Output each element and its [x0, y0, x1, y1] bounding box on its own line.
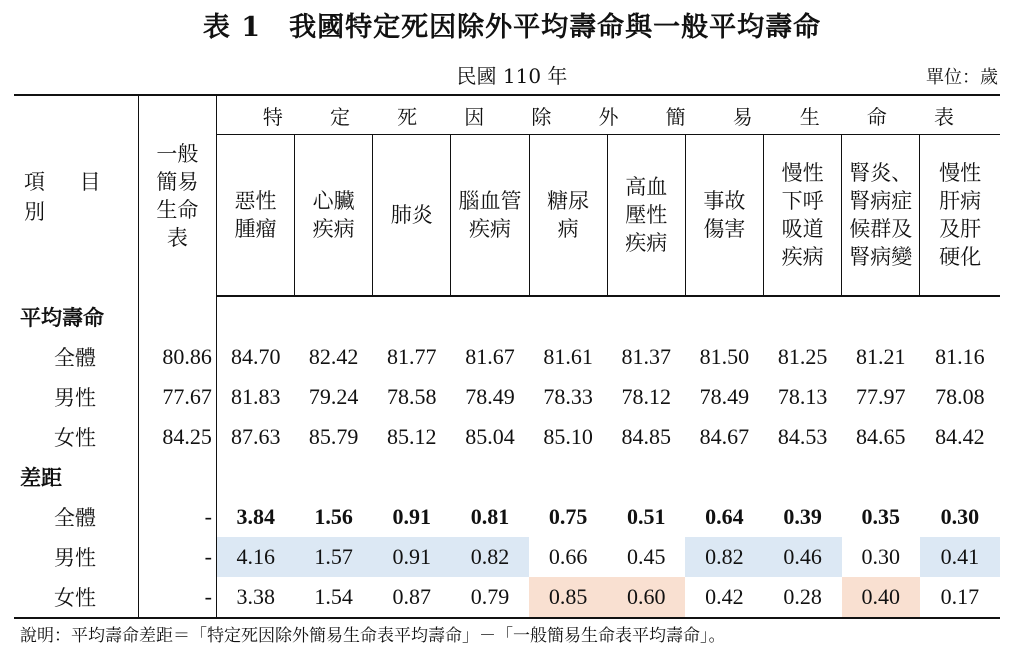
- empty-cell: [529, 296, 607, 337]
- empty-cell: [764, 296, 842, 337]
- cause-header-line: 壓性: [625, 203, 668, 227]
- row-label: 女性: [14, 417, 138, 457]
- cause-header-line: 下呼: [781, 189, 824, 213]
- group-header-char: 簡: [665, 104, 686, 129]
- empty-cell: [451, 457, 529, 497]
- value-cell: 0.46: [764, 537, 842, 577]
- empty-cell: [295, 296, 373, 337]
- cause-header-line: 事故: [703, 189, 746, 213]
- cause-column-header: [295, 135, 373, 297]
- value-cell: 0.75: [548, 504, 588, 529]
- value-cell: 0.87: [373, 577, 451, 618]
- group-header-char: 表: [934, 104, 954, 129]
- value-cell: 0.28: [764, 577, 842, 618]
- cause-header-line: 腦血管: [458, 189, 522, 213]
- value-cell: 0.30: [861, 544, 900, 569]
- general-header-line: 生命: [156, 198, 199, 222]
- value-cell: 77.97: [855, 384, 906, 409]
- value-cell: 0.40: [842, 577, 920, 618]
- cause-header-line: 疾病: [468, 217, 511, 241]
- cause-header-line: 疾病: [781, 245, 824, 269]
- group-header-char: 因: [464, 104, 485, 129]
- item-column-header: 項 目 別: [14, 95, 138, 296]
- cause-header-line: 傷害: [703, 217, 746, 241]
- cause-header-line: 腎病症: [849, 189, 913, 213]
- value-cell: 0.91: [373, 537, 451, 577]
- empty-cell: [842, 457, 920, 497]
- row-label: 全體: [14, 497, 138, 537]
- value-cell: 0.91: [392, 504, 432, 529]
- cause-header-line: 慢性: [939, 161, 982, 185]
- value-cell: 0.30: [940, 504, 980, 529]
- value-cell: 0.35: [861, 504, 900, 529]
- value-cell: 0.82: [685, 537, 763, 577]
- value-cell: 81.16: [935, 344, 985, 369]
- empty-cell: [685, 296, 763, 337]
- table-row: [14, 497, 1000, 537]
- table-row: [14, 337, 1000, 377]
- group-header-char: 死: [397, 104, 418, 129]
- value-cell: 78.33: [543, 384, 593, 409]
- empty-cell: [685, 457, 763, 497]
- cause-header-line: 硬化: [939, 245, 982, 269]
- group-header-char: 除: [531, 104, 552, 129]
- empty-cell: [451, 296, 529, 337]
- value-cell: 81.25: [777, 344, 828, 369]
- value-cell: 85.04: [465, 424, 515, 449]
- empty-cell: [138, 296, 216, 337]
- value-cell: 0.60: [607, 577, 685, 618]
- value-cell: 81.83: [230, 384, 281, 409]
- unit-label: 單位：歲: [926, 67, 998, 88]
- empty-cell: [764, 457, 842, 497]
- value-cell: 84.67: [699, 424, 750, 449]
- cause-column-header: [451, 135, 529, 297]
- cause-header-line: 腎病變: [849, 245, 913, 269]
- value-cell: 0.42: [685, 577, 763, 618]
- value-cell: 0.64: [705, 504, 744, 529]
- table-row: [14, 577, 1000, 618]
- empty-cell: [529, 457, 607, 497]
- empty-cell: [216, 296, 294, 337]
- group-header-char: 易: [732, 104, 753, 129]
- group-header-char: 命: [866, 104, 887, 129]
- value-cell: 3.38: [216, 577, 294, 618]
- value-cell: 81.61: [543, 344, 593, 369]
- value-cell: 81.77: [387, 344, 437, 369]
- group-header-char: 特: [262, 104, 283, 129]
- row-label: 女性: [14, 577, 138, 618]
- value-cell: 0.66: [548, 544, 588, 569]
- value-cell: 84.70: [230, 344, 281, 369]
- table-row: [14, 377, 1000, 417]
- empty-cell: [607, 296, 685, 337]
- table-subtitle: 民國 110 年: [456, 64, 568, 88]
- empty-cell: [842, 296, 920, 337]
- general-life-expectancy-cell: 80.86: [138, 337, 216, 377]
- footnote: 說明：平均壽命差距＝「特定死因除外簡易生命表平均壽命」－「一般簡易生命表平均壽命」。: [20, 626, 726, 646]
- general-life-expectancy-cell: 84.25: [138, 417, 216, 457]
- section-header-row: [14, 296, 1000, 337]
- empty-cell: [920, 457, 1000, 497]
- section-label: 平均壽命: [14, 296, 138, 337]
- value-cell: 84.65: [855, 424, 906, 449]
- value-cell: 0.17: [920, 577, 1000, 618]
- empty-cell: [216, 457, 294, 497]
- cause-header-line: 肺炎: [390, 203, 433, 227]
- row-label: 男性: [14, 377, 138, 417]
- value-cell: 78.49: [699, 384, 750, 409]
- value-cell: 1.56: [314, 504, 353, 529]
- cause-header-line: 疾病: [625, 231, 668, 255]
- value-cell: 0.41: [920, 537, 1000, 577]
- cause-column-header: [529, 135, 607, 297]
- cause-column-header: [373, 135, 451, 297]
- empty-cell: [373, 296, 451, 337]
- cause-header-line: 惡性: [234, 189, 277, 213]
- value-cell: 78.13: [777, 384, 828, 409]
- row-label: 男性: [14, 537, 138, 577]
- life-expectancy-table: [14, 94, 1000, 619]
- cause-header-line: 候群及: [849, 217, 913, 241]
- cause-header-line: 心臟: [312, 189, 355, 213]
- group-header-char: 生: [799, 104, 820, 129]
- value-cell: 85.79: [308, 424, 359, 449]
- empty-cell: [920, 296, 1000, 337]
- cause-header-line: 及肝: [939, 217, 982, 241]
- value-cell: 1.54: [295, 577, 373, 618]
- empty-cell: [295, 457, 373, 497]
- value-cell: 78.12: [621, 384, 672, 409]
- value-cell: 78.08: [935, 384, 985, 409]
- value-cell: 1.57: [295, 537, 373, 577]
- table-row: [14, 417, 1000, 457]
- value-cell: 0.45: [627, 544, 666, 569]
- value-cell: 84.42: [935, 424, 985, 449]
- value-cell: 0.39: [783, 504, 822, 529]
- value-cell: 0.85: [529, 577, 607, 618]
- empty-cell: [607, 457, 685, 497]
- general-header-line: 簡易: [156, 170, 199, 194]
- section-label: 差距: [14, 457, 138, 497]
- cause-column-header: [764, 135, 842, 297]
- cause-column-header: [920, 135, 1000, 297]
- table-title: 表 1 我國特定死因除外平均壽命與一般平均壽命: [202, 12, 822, 43]
- cause-excluded-group-header: [216, 95, 1000, 135]
- value-cell: 78.49: [465, 384, 515, 409]
- value-cell: 3.84: [236, 504, 275, 529]
- cause-header-line: 慢性: [781, 161, 824, 185]
- cause-header-line: 腫瘤: [234, 217, 277, 241]
- value-cell: 4.16: [216, 537, 294, 577]
- cause-header-line: 吸道: [781, 217, 824, 241]
- cause-header-line: 肝病: [939, 189, 982, 213]
- value-cell: 82.42: [308, 344, 359, 369]
- value-cell: 0.81: [470, 504, 510, 529]
- general-life-expectancy-cell: -: [138, 537, 216, 577]
- value-cell: 81.21: [855, 344, 906, 369]
- value-cell: 81.67: [465, 344, 515, 369]
- cause-header-line: 高血: [625, 175, 668, 199]
- general-life-table-header: [138, 95, 216, 296]
- value-cell: 78.58: [387, 384, 437, 409]
- cause-column-header: [685, 135, 763, 297]
- value-cell: 81.50: [699, 344, 750, 369]
- value-cell: 0.79: [451, 577, 529, 618]
- general-life-expectancy-cell: -: [138, 577, 216, 618]
- cause-header-line: 糖尿: [547, 189, 590, 213]
- group-header-char: 外: [598, 104, 619, 129]
- cause-column-header: [842, 135, 920, 297]
- life-expectancy-table-container: [14, 94, 1000, 619]
- row-label: 全體: [14, 337, 138, 377]
- value-cell: 87.63: [230, 424, 281, 449]
- value-cell: 84.85: [621, 424, 672, 449]
- cause-column-header: [216, 135, 294, 297]
- cause-header-line: 疾病: [312, 217, 355, 241]
- value-cell: 81.37: [621, 344, 672, 369]
- general-life-expectancy-cell: -: [138, 497, 216, 537]
- value-cell: 0.82: [451, 537, 529, 577]
- value-cell: 0.51: [627, 504, 666, 529]
- section-header-row: [14, 457, 1000, 497]
- value-cell: 85.12: [387, 424, 437, 449]
- group-header-char: 定: [330, 104, 351, 129]
- cause-column-header: [607, 135, 685, 297]
- value-cell: 85.10: [543, 424, 593, 449]
- value-cell: 84.53: [777, 424, 828, 449]
- empty-cell: [373, 457, 451, 497]
- value-cell: 79.24: [308, 384, 359, 409]
- empty-cell: [138, 457, 216, 497]
- general-life-expectancy-cell: 77.67: [138, 377, 216, 417]
- table-row: [14, 537, 1000, 577]
- cause-header-line: 腎炎、: [849, 161, 913, 185]
- general-header-line: 一般: [156, 142, 199, 166]
- cause-header-line: 病: [557, 217, 579, 241]
- general-header-line: 表: [166, 226, 188, 250]
